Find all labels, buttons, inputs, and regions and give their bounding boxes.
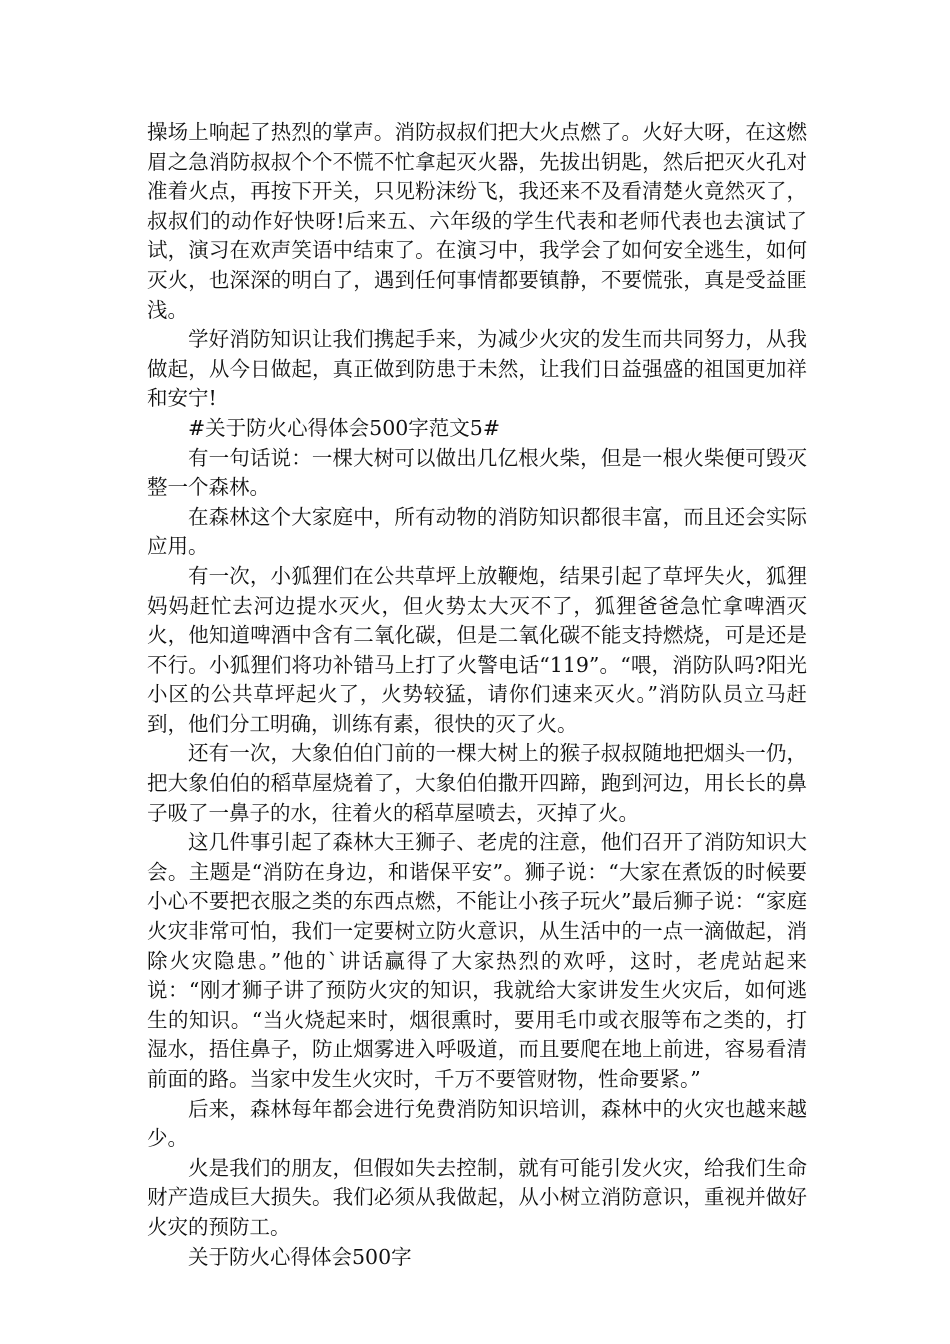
paragraph-5: 在森林这个大家庭中，所有动物的消防知识都很丰富，而且还会实际应用。 xyxy=(147,504,807,559)
paragraph-2: 学好消防知识让我们携起手来，为减少火灾的发生而共同努力，从我做起，从今日做起，真正做到防患于未然，让我们日益强盛的祖国更加祥和安宁! xyxy=(147,327,807,411)
trailing-title: 关于防火心得体会500字 xyxy=(188,1244,412,1269)
paragraph-7: 还有一次，大象伯伯门前的一棵大树上的猴子叔叔随地把烟头一仍，把大象伯伯的稻草屋烧着了，大象伯伯撒开四蹄，跑到河边，用长长的鼻子吸了一鼻子的水，往着火的稻草屋喷去，灭掉了火。 xyxy=(147,741,807,825)
paragraph-1: 操场上响起了热烈的掌声。消防叔叔们把大火点燃了。火好大呀，在这燃眉之急消防叔叔个个不慌不忙拿起灭火器，先拔出钥匙，然后把灭火孔对准着火点，再按下开关，只见粉沫纷飞，我还来不及看清楚火竟然灭了，叔叔们的动作好快呀!后来五、六年级的学生代表和老师代表也去演试了试，演习在欢声笑语中结束了。在演习中，我学会了如何安全逃生，如何灭火，也深深的明白了，遇到任何事情都要镇静，不要慌张，真是受益匪浅。 xyxy=(147,120,807,322)
paragraph-4: 有一句话说：一棵大树可以做出几亿根火柴，但是一根火柴便可毁灭整一个森林。 xyxy=(147,445,807,500)
paragraph-6: 有一次，小狐狸们在公共草坪上放鞭炮，结果引起了草坪失火，狐狸妈妈赶忙去河边提水灭火，但火势太大灭不了，狐狸爸爸急忙拿啤酒灭火，他知道啤酒中含有二氧化碳，但是二氧化碳不能支持燃烧，可是还是不行。小狐狸们将功补错马上打了火警电话“119”。“喂，消防队吗?阳光小区的公共草坪起火了，火势较猛，请你们速来灭火。”消防队员立马赶到，他们分工明确，训练有素，很快的灭了火。 xyxy=(147,563,807,736)
paragraph-8: 这几件事引起了森林大王狮子、老虎的注意，他们召开了消防知识大会。主题是“消防在身边，和谐保平安”。狮子说：“大家在煮饭的时候要小心不要把衣服之类的东西点燃，不能让小孩子玩火”最后狮子说：“家庭火灾非常可怕，我们一定要树立防火意识，从生活中的一点一滴做起，消除火灾隐患。”他的`讲话赢得了大家热烈的欢呼，这时，老虎站起来说：“刚才狮子讲了预防火灾的知识，我就给大家讲发生火灾后，如何逃生的知识。“当火烧起来时，烟很熏时，要用毛巾或衣服等布之类的，打湿水，捂住鼻子，防止烟雾进入呼吸道，而且要爬在地上前进，容易看清前面的路。当家中发生火灾时，千万不要管财物，性命要紧。” xyxy=(147,830,807,1091)
document-body xyxy=(147,118,807,1272)
paragraph-9: 后来，森林每年都会进行免费消防知识培训，森林中的火灾也越来越少。 xyxy=(147,1096,807,1151)
paragraph-10: 火是我们的朋友，但假如失去控制，就有可能引发火灾，给我们生命财产造成巨大损失。我们必须从我做起，从小树立消防意识，重视并做好火灾的预防工。 xyxy=(147,1155,807,1239)
section-heading: #关于防火心得体会500字范文5# xyxy=(188,415,501,440)
